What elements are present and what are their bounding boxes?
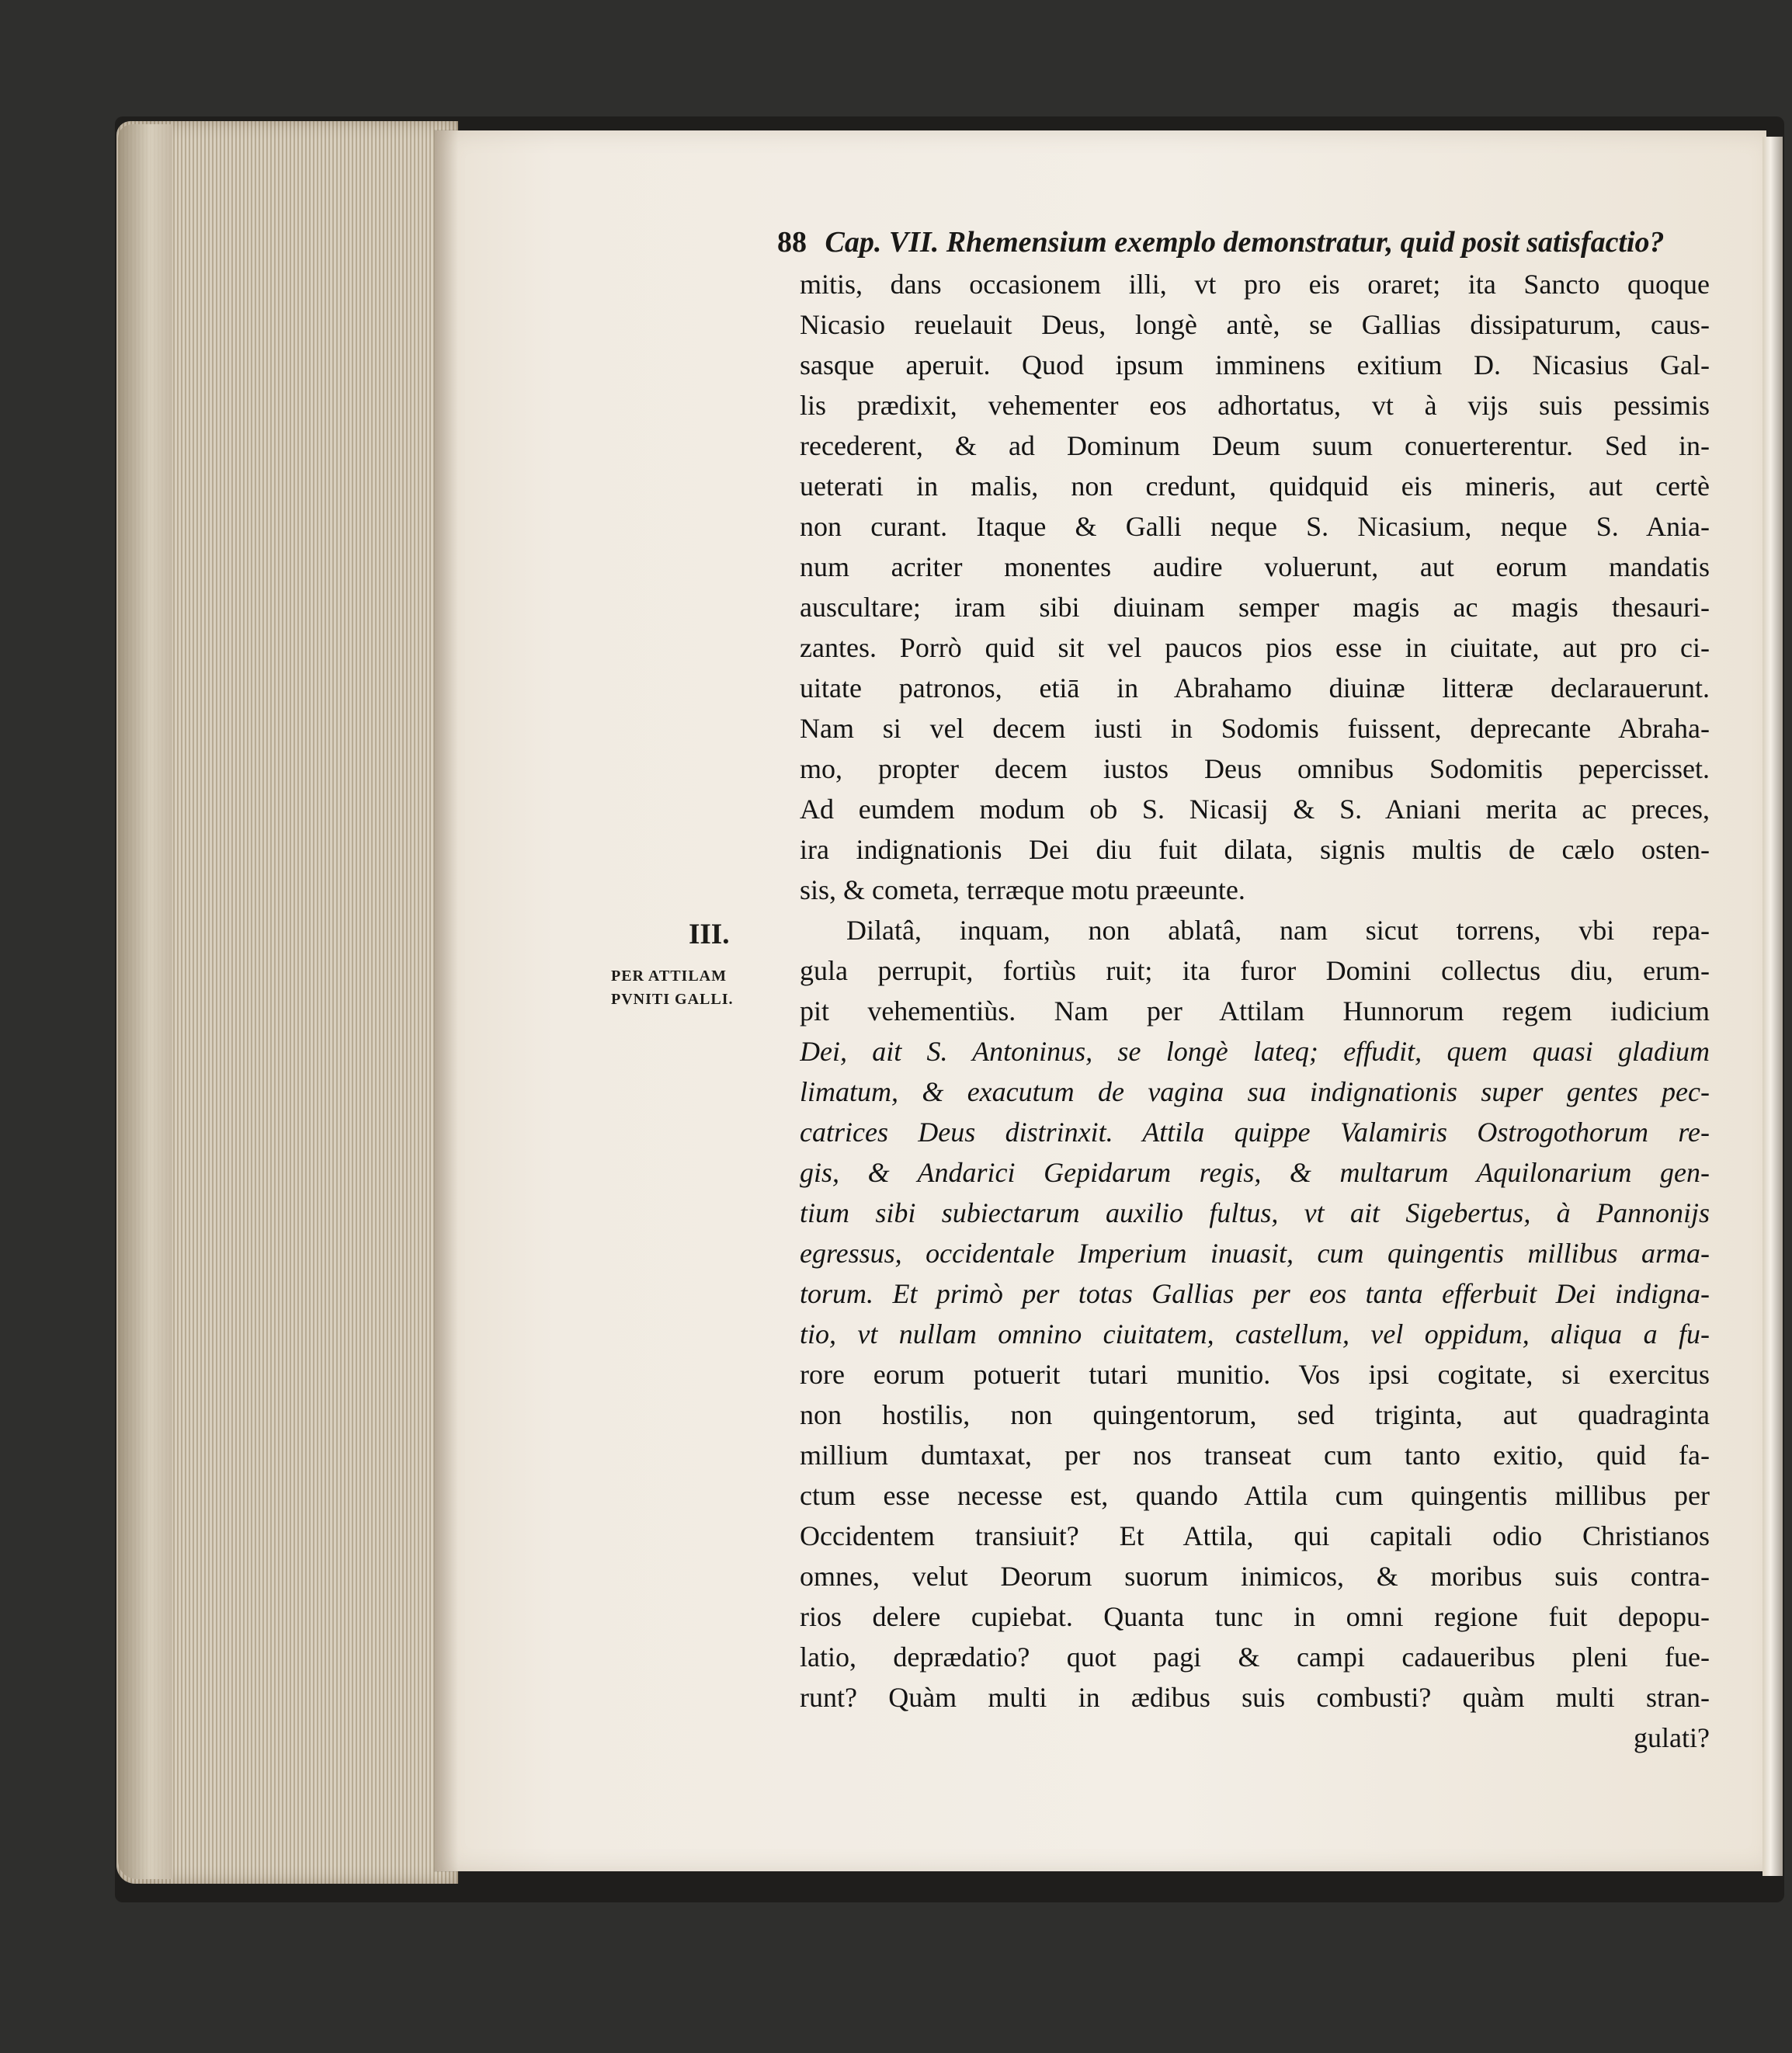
text-line: pit vehementiùs. Nam per Attilam Hunnorum regem iudicium	[800, 995, 1710, 1026]
text-line: num acriter monentes audire voluerunt, aut eorum mandatis	[800, 551, 1710, 582]
margin-note	[611, 964, 786, 1011]
text-line: rios delere cupiebat. Quanta tunc in omni regione fuit depopu-	[800, 1601, 1710, 1632]
section-number: III.	[689, 919, 730, 950]
text-line: Nam si vel decem iusti in Sodomis fuissent, deprecante Abraha-	[800, 713, 1710, 744]
text-line: ctum esse necesse est, quando Attila cum quingentis millibus per	[800, 1480, 1710, 1511]
text-line: zantes. Porrò quid sit vel paucos pios esse in ciuitate, aut pro ci-	[800, 632, 1710, 663]
margin-note-line: PER ATTILAM	[611, 967, 727, 985]
text-line: non curant. Itaque & Galli neque S. Nicasium, neque S. Ania-	[800, 511, 1710, 542]
text-line: sasque aperuit. Quod ipsum imminens exitium D. Nicasius Gal-	[800, 349, 1710, 380]
text-line: omnes, velut Deorum suorum inimicos, & moribus suis contra-	[800, 1561, 1710, 1592]
text-line: sis, & cometa, terræque motu præeunte.	[800, 874, 1245, 905]
main-text	[800, 264, 1710, 1864]
text-line: egressus, occidentale Imperium inuasit, cum quingentis millibus arma-	[800, 1238, 1710, 1269]
text-line: ueterati in malis, non credunt, quidquid eis mineris, aut certè	[800, 471, 1710, 502]
text-line: millium dumtaxat, per nos transeat cum tanto exitio, quid fa-	[800, 1440, 1710, 1471]
running-header	[777, 218, 1692, 266]
text-line: Dei, ait S. Antoninus, se longè lateq; effudit, quem quasi gladium	[800, 1036, 1710, 1067]
text-line: Occidentem transiuit? Et Attila, qui capitali odio Christianos	[800, 1520, 1710, 1551]
margin-note-line: PVNITI GALLI.	[611, 991, 734, 1008]
chapter-title: Cap. VII. Rhemensium exemplo demonstratur, quid posit satisfactio?	[825, 226, 1665, 259]
text-line: limatum, & exacutum de vagina sua indignationis super gentes pec-	[800, 1076, 1710, 1107]
text-line: Ad eumdem modum ob S. Nicasij & S. Aniani merita ac preces,	[800, 794, 1710, 825]
text-line: rore eorum potuerit tutari munitio. Vos ipsi cogitate, si exercitus	[800, 1359, 1710, 1390]
text-line: recederent, & ad Dominum Deum suum conuerterentur. Sed in-	[800, 430, 1710, 461]
page-fold-shadow	[435, 130, 458, 1871]
text-line: ira indignationis Dei diu fuit dilata, signis multis de cælo osten-	[800, 834, 1710, 865]
book-binding	[118, 124, 172, 1879]
text-line: non hostilis, non quingentorum, sed triginta, aut quadraginta	[800, 1399, 1710, 1430]
text-line: catrices Deus distrinxit. Attila quippe Valamiris Ostrogothorum re-	[800, 1117, 1710, 1148]
text-line: tium sibi subiectarum auxilio fultus, vt ait Sigebertus, à Pannonijs	[800, 1197, 1710, 1228]
text-line: lis prædixit, vehementer eos adhortatus, vt à vijs suis pessimis	[800, 390, 1710, 421]
text-line: auscultare; iram sibi diuinam semper magis ac magis thesauri-	[800, 592, 1710, 623]
text-line: gula perrupit, fortiùs ruit; ita furor Domini collectus diu, erum-	[800, 955, 1710, 986]
catchword: gulati?	[1634, 1722, 1710, 1753]
text-line: latio, deprædatio? quot pagi & campi cadaueribus pleni fue-	[800, 1641, 1710, 1673]
text-line: mo, propter decem iustos Deus omnibus Sodomitis pepercisset.	[800, 753, 1710, 784]
text-line: torum. Et primò per totas Gallias per eos tanta efferbuit Dei indigna-	[800, 1278, 1710, 1309]
text-line: uitate patronos, etiā in Abrahamo diuinæ litteræ declarauerunt.	[800, 672, 1710, 703]
text-line: mitis, dans occasionem illi, vt pro eis oraret; ita Sancto quoque	[800, 269, 1710, 300]
right-page-edge	[1762, 137, 1783, 1876]
text-line: Dilatâ, inquam, non ablatâ, nam sicut torrens, vbi repa-	[846, 915, 1710, 946]
page-number: 88	[777, 226, 807, 259]
text-line: Nicasio reuelauit Deus, longè antè, se Gallias dissipaturum, caus-	[800, 309, 1710, 340]
text-line: gis, & Andarici Gepidarum regis, & multarum Aquilonarium gen-	[800, 1157, 1710, 1188]
text-line: tio, vt nullam omnino ciuitatem, castellum, vel oppidum, aliqua a fu-	[800, 1318, 1710, 1350]
text-line: runt? Quàm multi in ædibus suis combusti? quàm multi stran-	[800, 1682, 1710, 1713]
